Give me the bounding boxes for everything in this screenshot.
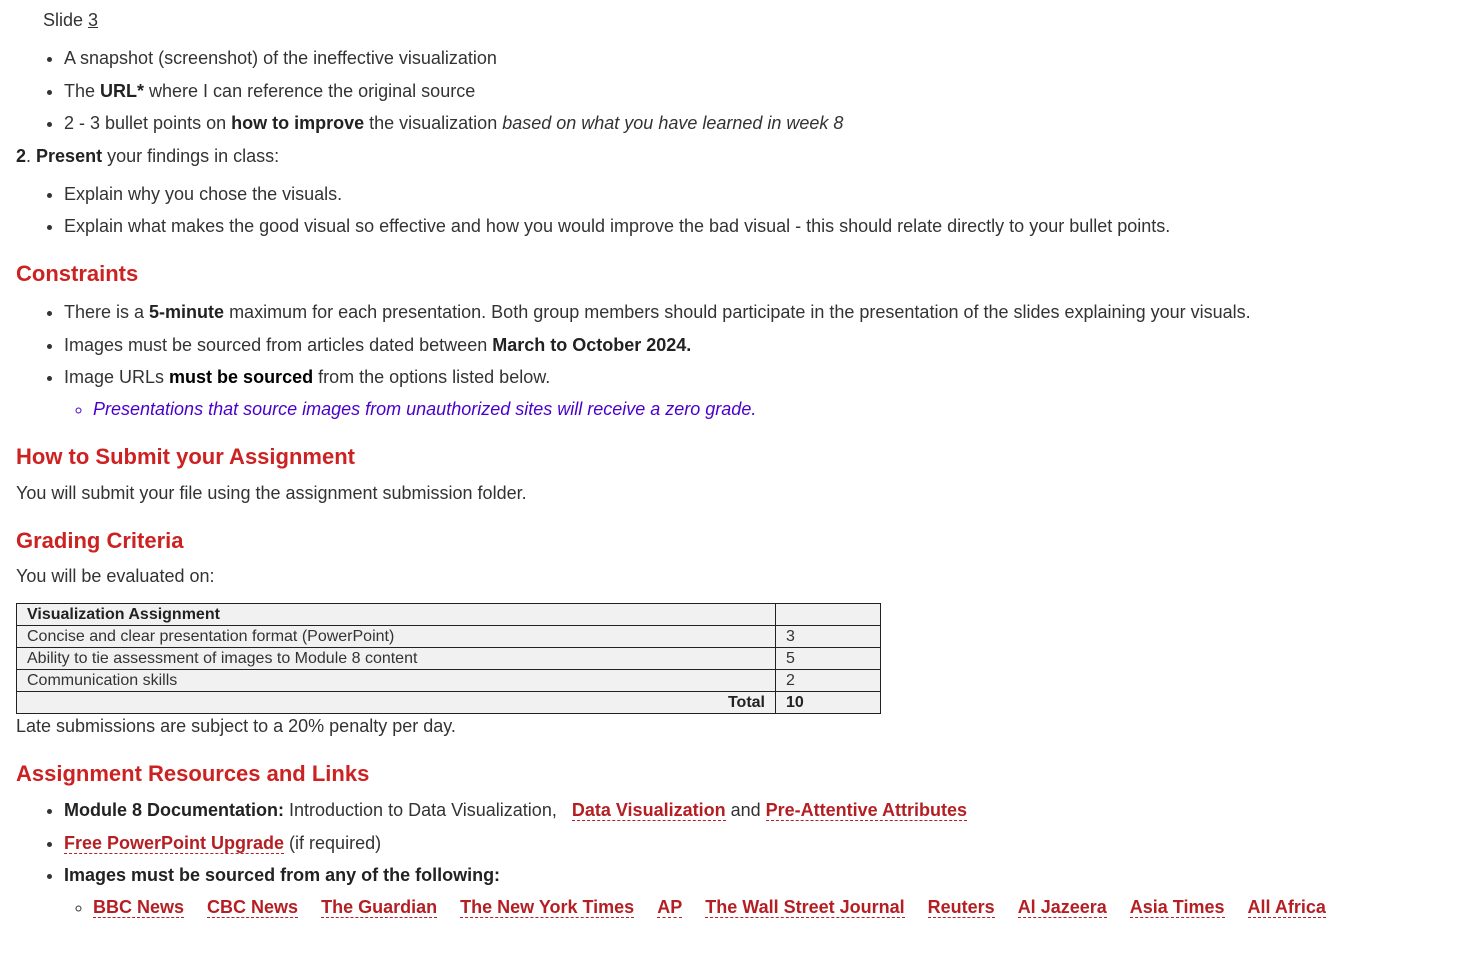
al-jazeera-link[interactable]: Al Jazeera <box>1017 897 1107 917</box>
source-links <box>93 895 1443 919</box>
data-visualization-link[interactable]: Data Visualization <box>571 800 726 820</box>
zero-grade-warning: ◦ Presentations that source images from unauthorized sites will receive a zero grade. <box>93 397 1443 421</box>
resources-list <box>16 798 1443 919</box>
total-label: Total <box>17 692 776 714</box>
bbc-news-link[interactable]: BBC News <box>93 897 185 917</box>
list-item: • Explain why you chose the visuals. <box>64 182 1443 206</box>
grading-heading: Grading Criteria <box>16 528 184 553</box>
slide-item-list <box>16 46 1443 135</box>
list-item: • Image URLs must be sourced from the options listed below. ◦ Presentations that source images from unauthorized sites will receive a zero grade. <box>64 365 1443 421</box>
list-item: • Images must be sourced from any of the following: ◦ BBC News CBC News The Guardian The New York Times AP The Wall Street Journal Reuters Al Jazeera Asia Times All Africa <box>64 863 1443 919</box>
wsj-link[interactable]: The Wall Street Journal <box>705 897 905 917</box>
guardian-link[interactable]: The Guardian <box>321 897 438 917</box>
list-item: • Module 8 Documentation: Introduction to Data Visualization, Data Visualization and Pre-Attentive Attributes <box>64 798 1443 822</box>
list-item: • There is a 5-minute maximum for each presentation. Both group members should participate in the presentation of the slides explaining your visuals. <box>64 300 1443 324</box>
constraints-heading: Constraints <box>16 261 139 286</box>
list-item: • Images must be sourced from articles dated between March to October 2024. <box>64 333 1443 357</box>
table-row: Communication skills 2 <box>17 670 881 692</box>
late-policy: Late submissions are subject to a 20% penalty per day. <box>16 716 456 736</box>
total-value: 10 <box>776 692 881 714</box>
cbc-news-link[interactable]: CBC News <box>207 897 299 917</box>
table-header-row <box>17 604 881 626</box>
list-item: • Explain what makes the good visual so effective and how you would improve the bad visual - this should relate directly to your bullet points. <box>64 214 1443 238</box>
constraints-list <box>16 300 1443 421</box>
sources-sublist <box>64 895 1443 919</box>
present-item-list <box>16 182 1443 239</box>
submit-text: You will submit your file using the assignment submission folder. <box>16 483 527 503</box>
slide-number: 3 <box>88 10 99 30</box>
resources-heading: Assignment Resources and Links <box>16 761 370 786</box>
pre-attentive-attributes-link[interactable]: Pre-Attentive Attributes <box>765 800 967 820</box>
list-item: • The URL* where I can reference the original source <box>64 79 1443 103</box>
constraints-sublist <box>64 397 1443 421</box>
table-title: Visualization Assignment <box>17 604 776 626</box>
powerpoint-upgrade-link[interactable]: Free PowerPoint Upgrade <box>64 832 285 853</box>
reuters-link[interactable]: Reuters <box>927 897 995 917</box>
grading-table <box>16 603 881 714</box>
list-item: • A snapshot (screenshot) of the ineffective visualization <box>64 46 1443 70</box>
slide-label: Slide 3 <box>43 10 99 30</box>
present-step: 2. Present your findings in class: <box>16 145 280 166</box>
ap-link[interactable]: AP <box>657 897 683 917</box>
list-item: • 2 - 3 bullet points on how to improve the visualization based on what you have learned in week 8 <box>64 111 1443 135</box>
asia-times-link[interactable]: Asia Times <box>1129 897 1225 917</box>
nyt-link[interactable]: The New York Times <box>460 897 635 917</box>
all-africa-link[interactable]: All Africa <box>1247 897 1326 917</box>
table-row: Ability to tie assessment of images to Module 8 content 5 <box>17 648 881 670</box>
table-row: Concise and clear presentation format (PowerPoint) 3 <box>17 626 881 648</box>
submit-heading: How to Submit your Assignment <box>16 444 355 469</box>
list-item: • Free PowerPoint Upgrade (if required) <box>64 831 1443 855</box>
table-total-row <box>17 692 881 714</box>
grading-intro: You will be evaluated on: <box>16 566 215 586</box>
